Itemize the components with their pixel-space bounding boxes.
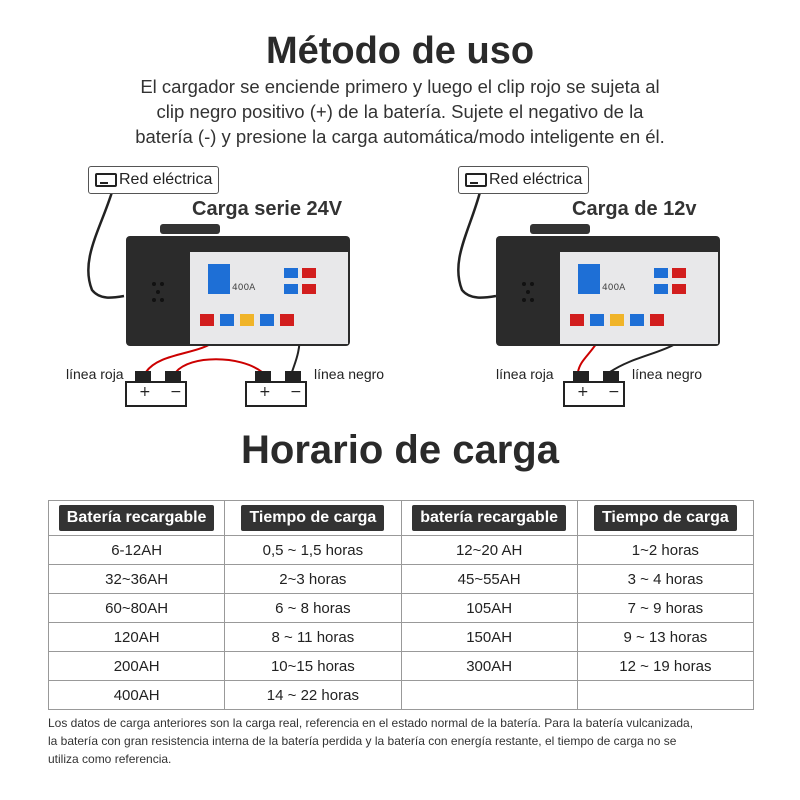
black-line-label: línea negro <box>632 366 703 382</box>
table-row <box>49 536 754 565</box>
schedule-title: Horario de carga <box>241 428 559 472</box>
table-cell: 3 ~ 4 horas <box>577 565 753 594</box>
table-cell: 9 ~ 13 horas <box>577 623 753 652</box>
table-cell: 45~55AH <box>401 565 577 594</box>
table-header-row <box>49 501 754 536</box>
diagram-title: Carga serie 24V <box>192 198 343 220</box>
black-line-label: línea negro <box>314 366 385 382</box>
table-cell: 6-12AH <box>49 536 225 565</box>
instruction-line: El cargador se enciende primero y luego el clip rojo se sujeta al <box>140 76 660 97</box>
note-line: utiliza como referencia. <box>48 752 172 766</box>
table-cell: 400AH <box>49 681 225 710</box>
plug-icon <box>95 173 117 187</box>
power-cord-left <box>88 192 124 298</box>
plug-icon <box>465 173 487 187</box>
svg-text:+: + <box>259 384 271 400</box>
svg-text:+: + <box>139 384 151 400</box>
diagram-title: Carga de 12v <box>572 198 697 220</box>
svg-text:−: − <box>290 384 302 400</box>
table-cell: 105AH <box>401 594 577 623</box>
table-cell: 8 ~ 11 horas <box>225 623 401 652</box>
charger-device <box>124 224 352 348</box>
table-cell: 120AH <box>49 623 225 652</box>
red-line-label: línea roja <box>496 366 554 382</box>
table-row <box>49 681 754 710</box>
column-header: Tiempo de carga <box>577 501 753 536</box>
table-cell <box>401 681 577 710</box>
svg-text:+: + <box>577 384 589 400</box>
table-cell: 2~3 horas <box>225 565 401 594</box>
table-cell: 12 ~ 19 horas <box>577 652 753 681</box>
usage-title: Método de uso <box>265 30 535 72</box>
charger-device <box>494 224 722 348</box>
table-cell: 300AH <box>401 652 577 681</box>
table-row <box>49 652 754 681</box>
column-header: Tiempo de carga <box>225 501 401 536</box>
charging-note <box>48 714 758 768</box>
table-cell: 7 ~ 9 horas <box>577 594 753 623</box>
table-cell: 1~2 horas <box>577 536 753 565</box>
bridge-wire <box>176 359 262 372</box>
table-cell: 10~15 horas <box>225 652 401 681</box>
svg-text:−: − <box>608 384 620 400</box>
table-cell: 14 ~ 22 horas <box>225 681 401 710</box>
table-cell: 12~20 AH <box>401 536 577 565</box>
svg-text:−: − <box>170 384 182 400</box>
instruction-line: batería (-) y presione la carga automática/modo inteligente en él. <box>135 126 665 147</box>
display-current: 400A <box>232 283 256 293</box>
table-cell <box>577 681 753 710</box>
table-cell: 60~80AH <box>49 594 225 623</box>
table-cell: 6 ~ 8 horas <box>225 594 401 623</box>
note-line: Los datos de carga anteriores son la carga real, referencia en el estado normal de la batería. Para la batería vulcanizada, <box>48 716 694 730</box>
power-cord-right <box>458 192 496 298</box>
red-line-label: línea roja <box>66 366 124 382</box>
power-label: Red eléctrica <box>88 166 219 194</box>
display-current: 400A <box>602 283 626 293</box>
note-line: la batería con gran resistencia interna de la batería perdida y la batería con energía restante, el tiempo de carga no se <box>48 734 677 748</box>
table-row <box>49 594 754 623</box>
table-row <box>49 565 754 594</box>
instruction-line: clip negro positivo (+) de la batería. Sujete el negativo de la <box>156 101 644 122</box>
column-header: Batería recargable <box>49 501 225 536</box>
table-cell: 0,5 ~ 1,5 horas <box>225 536 401 565</box>
table-row <box>49 623 754 652</box>
table-cell: 200AH <box>49 652 225 681</box>
charging-table <box>48 500 754 710</box>
table-cell: 150AH <box>401 623 577 652</box>
column-header: batería recargable <box>401 501 577 536</box>
table-cell: 32~36AH <box>49 565 225 594</box>
power-label: Red eléctrica <box>458 166 589 194</box>
terminal-signs <box>139 384 620 400</box>
